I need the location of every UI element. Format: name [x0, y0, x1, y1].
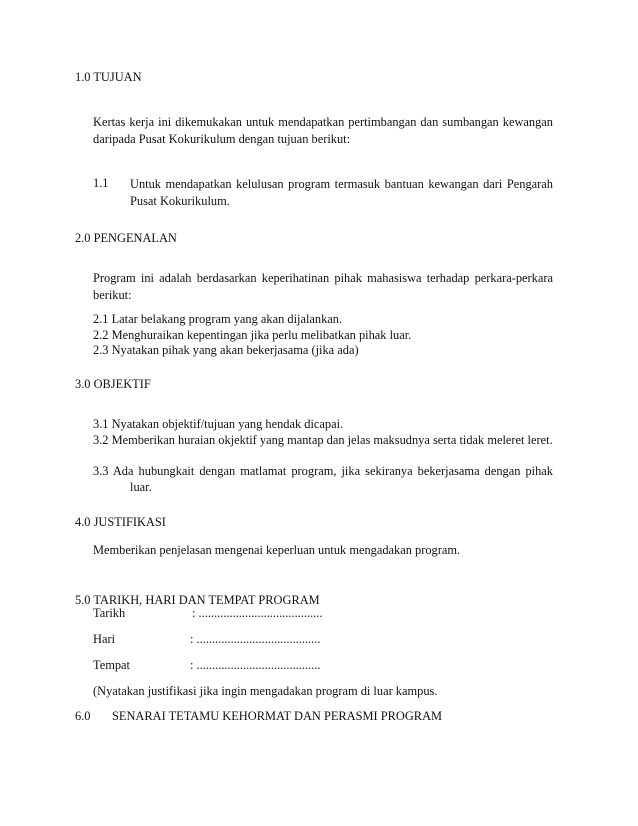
section-1-intro: Kertas kerja ini dikemukakan untuk mendapatkan pertimbangan dan sumbangan kewangan daripada Pusat Kokurikulum dengan tujuan berikut: [93, 115, 553, 146]
section-3-item-3 [93, 463, 553, 495]
section-2-item-1: 2.1 Latar belakang program yang akan dijalankan. [93, 312, 343, 326]
section-4-text: Memberikan penjelasan mengenai keperluan untuk mengadakan program. [93, 543, 461, 557]
section-3-item-1: 3.1 Nyatakan objektif/tujuan yang hendak dicapai. [93, 417, 344, 431]
section-6-number: 6.0 [75, 709, 91, 723]
section-3-item-3-text: 3.3 Ada hubungkait dengan matlamat program, jika sekiranya bekerjasama dengan pihak luar. [93, 464, 553, 494]
section-1-item-text: Untuk mendapatkan kelulusan program termasuk bantuan kewangan dari Pengarah Pusat Kokurikulum. [130, 177, 553, 208]
field-tempat-label: Tempat [93, 658, 130, 672]
section-5-note: (Nyatakan justifikasi jika ingin mengadakan program di luar kampus. [93, 684, 438, 698]
field-tarikh-label: Tarikh [93, 606, 126, 620]
section-1-heading: 1.0 TUJUAN [75, 70, 142, 84]
section-4-heading: 4.0 JUSTIFIKASI [75, 515, 166, 529]
section-5-heading: 5.0 TARIKH, HARI DAN TEMPAT PROGRAM [75, 593, 320, 607]
field-hari-value: : ........................................ [190, 632, 321, 646]
section-6-heading: SENARAI TETAMU KEHORMAT DAN PERASMI PROGRAM [112, 709, 443, 723]
section-1-item-number: 1.1 [93, 176, 109, 190]
section-2-intro: Program ini adalah berdasarkan keperihatinan pihak mahasiswa terhadap perkara-perkara berikut: [93, 271, 553, 302]
field-tarikh-value: : ........................................ [192, 606, 323, 620]
section-3-item-2-text: 3.2 Memberikan huraian okjektif yang mantap dan jelas maksudnya serta tidak meleret leret. [93, 433, 553, 447]
section-3-item-2 [93, 432, 553, 448]
section-2-item-2: 2.2 Menghuraikan kepentingan jika perlu melibatkan pihak luar. [93, 328, 412, 342]
section-2-heading: 2.0 PENGENALAN [75, 231, 177, 245]
section-2-item-3: 2.3 Nyatakan pihak yang akan bekerjasama (jika ada) [93, 343, 359, 357]
field-tempat-value: : ........................................ [190, 658, 321, 672]
field-hari-label: Hari [93, 632, 116, 646]
section-3-heading: 3.0 OBJEKTIF [75, 377, 151, 391]
